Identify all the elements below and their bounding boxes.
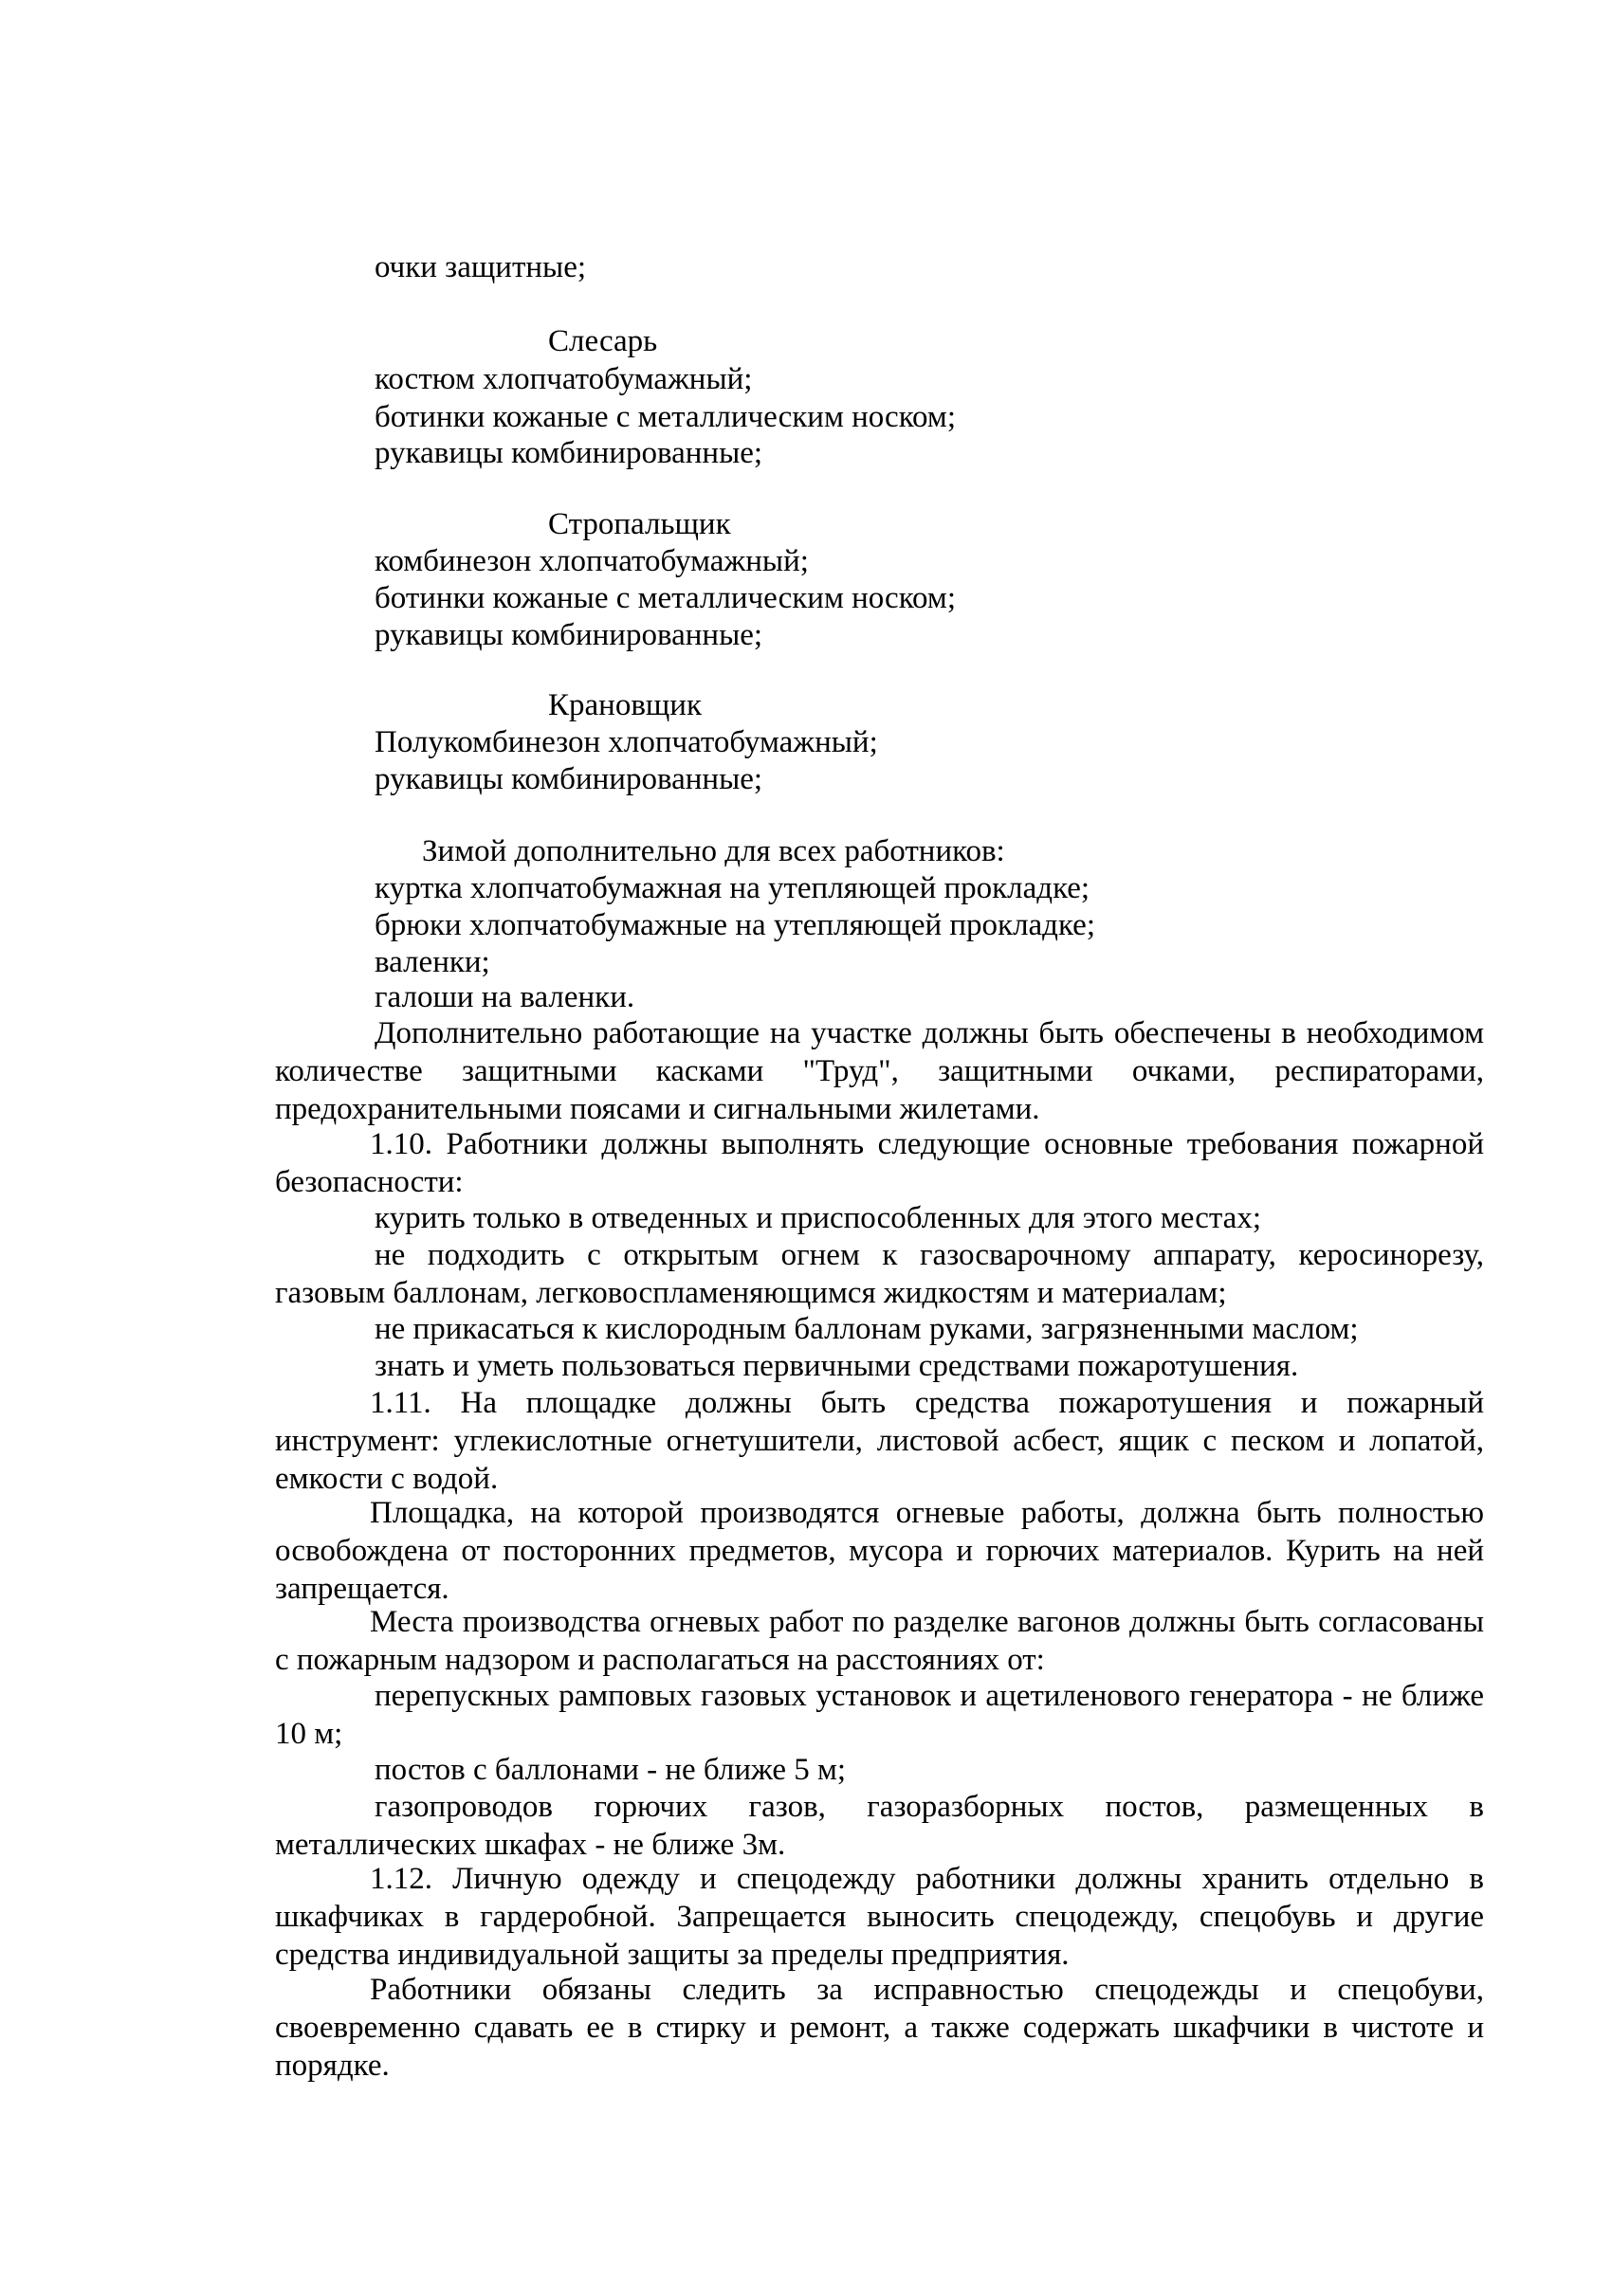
paragraph-1-10: 1.10. Работники должны выполнять следующие основные требования пожарной безопасности: bbox=[275, 1127, 1484, 1199]
fire-item: знать и уметь пользоваться первичными средствами пожаротушения. bbox=[375, 1349, 1299, 1383]
paragraph-places: Места производства огневых работ по разделке вагонов должны быть согласованы с пожарным надзором и располагаться на расстояниях от: bbox=[275, 1605, 1484, 1677]
winter-title: Зимой дополнительно для всех работников: bbox=[422, 834, 1005, 868]
paragraph-1-11: 1.11. На площадке должны быть средства пожаротушения и пожарный инструмент: углекислотные огнетушители, листовой асбест, ящик с песком и лопатой, емкости с водой. bbox=[275, 1386, 1484, 1496]
paragraph-additional: Дополнительно работающие на участке должны быть обеспечены в необходимом количестве защитными касками "Труд", защитными очками, респираторами, предохранительными поясами и сигнальными жилетами. bbox=[275, 1016, 1484, 1126]
list-item: ботинки кожаные с металлическим носком; bbox=[375, 400, 956, 434]
list-item: комбинезон хлопчатобумажный; bbox=[375, 544, 809, 578]
top-line: очки защитные; bbox=[375, 250, 587, 284]
paragraph-last: Работники обязаны следить за исправностью спецодежды и спецобуви, своевременно сдавать ее в стирку и ремонт, а также содержать шкафчики в чистоте и порядке. bbox=[275, 1973, 1484, 2083]
section-title-slinger: Стропальщик bbox=[548, 507, 731, 541]
paragraph-site: Площадка, на которой производятся огневые работы, должна быть полностью освобождена от посторонних предметов, мусора и горючих материалов. Курить на ней запрещается. bbox=[275, 1496, 1484, 1606]
list-item: рукавицы комбинированные; bbox=[375, 762, 763, 796]
distance-item: газопроводов горючих газов, газоразборных постов, размещенных в металлических шкафах - не ближе 3м. bbox=[275, 1790, 1484, 1862]
list-item: валенки; bbox=[375, 945, 490, 979]
section-title-crane-operator: Крановщик bbox=[548, 688, 703, 722]
list-item: галоши на валенки. bbox=[375, 980, 635, 1014]
fire-item: не подходить с открытым огнем к газосварочному аппарату, керосинорезу, газовым баллонам, легковоспламеняющимся жидкостям и материалам; bbox=[275, 1238, 1484, 1310]
list-item: рукавицы комбинированные; bbox=[375, 436, 763, 470]
list-item: костюм хлопчатобумажный; bbox=[375, 362, 753, 396]
distance-item: постов с баллонами - не ближе 5 м; bbox=[375, 1753, 847, 1787]
fire-item: курить только в отведенных и приспособленных для этого местах; bbox=[375, 1201, 1261, 1235]
list-item: куртка хлопчатобумажная на утепляющей прокладке; bbox=[375, 871, 1090, 905]
distance-item: перепускных рамповых газовых установок и ацетиленового генератора - не ближе 10 м; bbox=[275, 1679, 1484, 1751]
list-item: рукавицы комбинированные; bbox=[375, 618, 763, 652]
paragraph-1-12: 1.12. Личную одежду и спецодежду работники должны хранить отдельно в шкафчиках в гардеробной. Запрещается выносить спецодежду, спецобувь и другие средства индивидуальной защиты за пределы предприятия. bbox=[275, 1862, 1484, 1972]
list-item: ботинки кожаные с металлическим носком; bbox=[375, 581, 956, 615]
section-title-locksmith: Слесарь bbox=[548, 324, 658, 358]
list-item: брюки хлопчатобумажные на утепляющей прокладке; bbox=[375, 908, 1095, 942]
list-item: Полукомбинезон хлопчатобумажный; bbox=[375, 725, 878, 759]
fire-item: не прикасаться к кислородным баллонам руками, загрязненными маслом; bbox=[375, 1312, 1359, 1346]
